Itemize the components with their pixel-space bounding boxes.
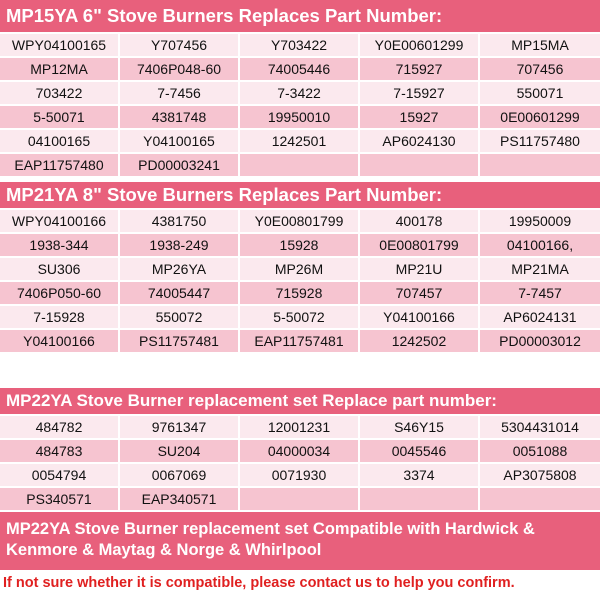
part-number-cell: 1938-344 bbox=[0, 234, 120, 258]
section-mp22ya bbox=[0, 388, 600, 512]
part-number-cell bbox=[480, 154, 600, 178]
part-number-cell: SU306 bbox=[0, 258, 120, 282]
part-number-cell: 707456 bbox=[480, 58, 600, 82]
part-number-cell: 1242502 bbox=[360, 330, 480, 354]
part-number-cell: MP12MA bbox=[0, 58, 120, 82]
part-number-cell: 550071 bbox=[480, 82, 600, 106]
section-title-mp15ya: MP15YA 6" Stove Burners Replaces Part Number: bbox=[0, 0, 600, 34]
part-number-grid-mp15ya bbox=[0, 34, 600, 178]
part-number-cell: 550072 bbox=[120, 306, 240, 330]
part-number-cell bbox=[360, 154, 480, 178]
part-number-grid-mp21ya bbox=[0, 210, 600, 354]
section-title-mp22ya: MP22YA Stove Burner replacement set Replace part number: bbox=[0, 388, 600, 416]
part-number-cell: EAP11757480 bbox=[0, 154, 120, 178]
part-number-cell: 0067069 bbox=[120, 464, 240, 488]
part-number-cell: Y04100166 bbox=[0, 330, 120, 354]
part-number-cell: EAP11757481 bbox=[240, 330, 360, 354]
compatibility-banner bbox=[0, 512, 600, 570]
part-number-cell: MP15MA bbox=[480, 34, 600, 58]
compatibility-line-2: Kenmore & Maytag & Norge & Whirlpool bbox=[6, 541, 322, 559]
part-number-cell: 3374 bbox=[360, 464, 480, 488]
part-number-cell: WPY04100166 bbox=[0, 210, 120, 234]
contact-note: If not sure whether it is compatible, please contact us to help you confirm. bbox=[0, 570, 600, 596]
part-number-cell: 4381748 bbox=[120, 106, 240, 130]
part-number-cell: PS340571 bbox=[0, 488, 120, 512]
part-number-cell: 5304431014 bbox=[480, 416, 600, 440]
part-number-grid-mp22ya bbox=[0, 416, 600, 512]
part-number-cell: Y703422 bbox=[240, 34, 360, 58]
section-title-mp21ya: MP21YA 8" Stove Burners Replaces Part Number: bbox=[0, 182, 600, 210]
part-number-cell: 7-15928 bbox=[0, 306, 120, 330]
part-number-cell bbox=[360, 488, 480, 512]
part-number-cell: 5-50071 bbox=[0, 106, 120, 130]
part-number-cell: AP6024131 bbox=[480, 306, 600, 330]
part-number-cell: PS11757481 bbox=[120, 330, 240, 354]
part-number-cell: Y04100166 bbox=[360, 306, 480, 330]
part-number-cell: 0E00601299 bbox=[480, 106, 600, 130]
part-number-cell: 0071930 bbox=[240, 464, 360, 488]
part-number-cell: AP6024130 bbox=[360, 130, 480, 154]
part-number-cell: PD00003241 bbox=[120, 154, 240, 178]
part-number-cell: MP26YA bbox=[120, 258, 240, 282]
section-mp21ya bbox=[0, 182, 600, 354]
section-spacer bbox=[0, 364, 600, 388]
part-number-cell: Y0E00801799 bbox=[240, 210, 360, 234]
part-number-cell: 1938-249 bbox=[120, 234, 240, 258]
part-number-cell: 04000034 bbox=[240, 440, 360, 464]
part-number-cell: MP21U bbox=[360, 258, 480, 282]
part-number-cell: 4381750 bbox=[120, 210, 240, 234]
part-number-cell: 0E00801799 bbox=[360, 234, 480, 258]
part-number-cell: PS11757480 bbox=[480, 130, 600, 154]
part-number-cell: 0045546 bbox=[360, 440, 480, 464]
part-number-cell: PD00003012 bbox=[480, 330, 600, 354]
part-number-cell: 7-3422 bbox=[240, 82, 360, 106]
part-number-cell: 7406P048-60 bbox=[120, 58, 240, 82]
part-number-cell: Y0E00601299 bbox=[360, 34, 480, 58]
part-number-cell: 9761347 bbox=[120, 416, 240, 440]
part-number-cell: 707457 bbox=[360, 282, 480, 306]
part-number-cell: 74005447 bbox=[120, 282, 240, 306]
part-number-cell: 400178 bbox=[360, 210, 480, 234]
part-number-cell: 7-15927 bbox=[360, 82, 480, 106]
part-number-cell: 19950010 bbox=[240, 106, 360, 130]
part-number-cell: 715928 bbox=[240, 282, 360, 306]
part-number-cell: 7406P050-60 bbox=[0, 282, 120, 306]
part-number-cell bbox=[480, 488, 600, 512]
part-number-cell: 04100166, bbox=[480, 234, 600, 258]
part-number-cell: 484783 bbox=[0, 440, 120, 464]
part-number-cell: 04100165 bbox=[0, 130, 120, 154]
part-number-cell: MP26M bbox=[240, 258, 360, 282]
part-number-cell bbox=[240, 488, 360, 512]
part-number-cell: 74005446 bbox=[240, 58, 360, 82]
part-number-cell: 484782 bbox=[0, 416, 120, 440]
part-number-cell: 0051088 bbox=[480, 440, 600, 464]
part-number-cell: EAP340571 bbox=[120, 488, 240, 512]
section-mp15ya bbox=[0, 0, 600, 178]
part-number-cell: 5-50072 bbox=[240, 306, 360, 330]
part-number-cell: 1242501 bbox=[240, 130, 360, 154]
part-number-cell: 703422 bbox=[0, 82, 120, 106]
part-number-cell: 15928 bbox=[240, 234, 360, 258]
part-number-cell: 15927 bbox=[360, 106, 480, 130]
part-number-cell: Y04100165 bbox=[120, 130, 240, 154]
part-number-cell: 12001231 bbox=[240, 416, 360, 440]
part-number-cell: 0054794 bbox=[0, 464, 120, 488]
part-number-cell: 7-7457 bbox=[480, 282, 600, 306]
part-number-cell: MP21MA bbox=[480, 258, 600, 282]
part-number-cell: WPY04100165 bbox=[0, 34, 120, 58]
compatibility-line-1: MP22YA Stove Burner replacement set Compatible with Hardwick & bbox=[6, 520, 535, 538]
part-number-cell: 715927 bbox=[360, 58, 480, 82]
part-number-cell bbox=[240, 154, 360, 178]
part-number-cell: 19950009 bbox=[480, 210, 600, 234]
part-number-cell: 7-7456 bbox=[120, 82, 240, 106]
part-number-cell: Y707456 bbox=[120, 34, 240, 58]
part-number-cell: SU204 bbox=[120, 440, 240, 464]
part-number-cell: AP3075808 bbox=[480, 464, 600, 488]
part-number-cell: S46Y15 bbox=[360, 416, 480, 440]
